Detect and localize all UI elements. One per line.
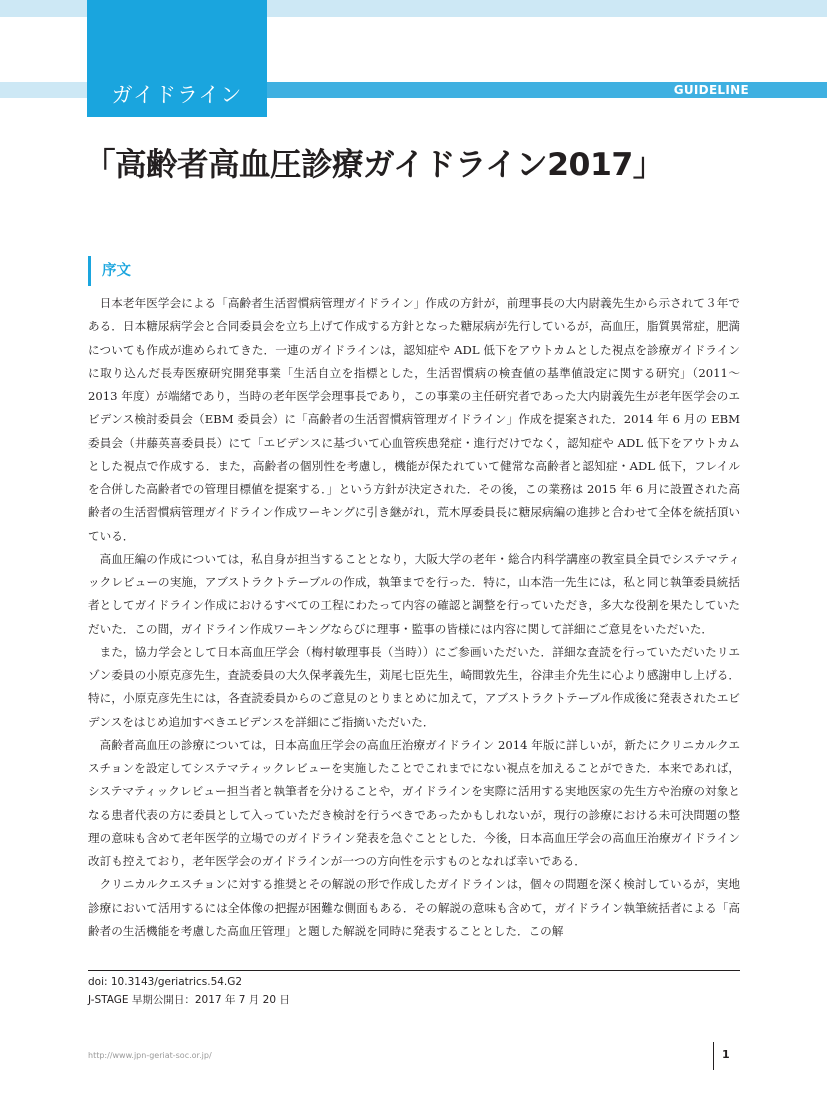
category-label-en: GUIDELINE [673, 83, 749, 97]
page-number-divider [713, 1042, 714, 1070]
page-number: 1 [722, 1048, 730, 1061]
category-tab [87, 0, 267, 117]
paragraph-1: 日本老年医学会による「高齢者生活習慣病管理ガイドライン」作成の方針が，前理事長の大内尉義先生から示されて３年である．日本糖尿病学会と合同委員会を立ち上げて作成する方針となった糖尿病が先行しているが，高血圧，脂質異常症，肥満についても作成が進められてきた．一連のガイドラインは，認知症や ADL 低下をアウトカムとした視点を診療ガイドラインに取り込んだ長寿医療研究開発事業「生活自立を指標とした，生活習慣病の検査値の基準値設定に関する研究」（2011～2013 年度）が端緒であり，当時の老年医学会理事長であり，この事業の主任研究者であった大内尉義先生が老年医学会のエビデンス検討委員会（EBM 委員会）に「高齢者の生活習慣病管理ガイドライン」作成を提案された．2014 年 6 月の EBM 委員会（井藤英喜委員長）にて「エビデンスに基づいて心血管疾患発症・進行だけでなく，認知症や ADL 低下をアウトカムとした視点で作成する．また，高齢者の個別性を考慮し，機能が保たれていて健常な高齢者と認知症・ADL 低下，フレイルを合併した高齢者での管理目標値を提案する．」という方針が決定された．その後，この業務は 2015 年 6 月に設置された高齢者の生活習慣病管理ガイドライン作成ワーキングに引き継がれ，荒木厚委員長に糖尿病編の進捗と合わせて全体を統括頂いている． [88, 296, 741, 543]
category-label: ガイドライン [111, 83, 243, 107]
section-heading: 序文 [88, 256, 131, 286]
paragraph-5: クリニカルクエスチョンに対する推奨とその解説の形で作成したガイドラインは，個々の問題を深く検討しているが，実地診療において活用するには全体像の把握が困難な側面もある．その解説の意味も含めて，ガイドライン執筆統括者による「高齢者の生活機能を考慮した高血圧管理」と題した解説を同時に発表することとした．この解 [88, 877, 740, 938]
article-body [88, 292, 740, 943]
jstage-date: J-STAGE 早期公開日：2017 年 7 月 20 日 [88, 994, 290, 1006]
paragraph-3: また，協力学会として日本高血圧学会（梅村敏理事長（当時））にご参画いただいた．詳細な査読を行っていただいたリエゾン委員の小原克彦先生，査読委員の大久保孝義先生，苅尾七臣先生，崎間敦先生，谷津圭介先生に心より感謝申し上げる．特に，小原克彦先生には，各査読委員からのご意見のとりまとめに加えて，アブストラクトテーブル作成後に発表されたエビデンスをはじめ追加すべきエビデンスを詳細にご指摘いただいた． [88, 644, 740, 729]
paragraph-4: 高齢者高血圧の診療については，日本高血圧学会の高血圧治療ガイドライン 2014 年版に詳しいが，新たにクリニカルクエスチョンを設定してシステマティックレビューを実施したことでこれまでにない視点を加えることができた．本来であれば，システマティックレビュー担当者と執筆者を分けることや，ガイドラインを実際に活用する実地医家の先生方や治療の対象となる患者代表の方に委員として入っていただき検討を行うべきであったかもしれないが，現行の診療における未可決問題の整理の意味も含めて老年医学的立場でのガイドライン発表を急ぐこととした．今後，日本高血圧学会の高血圧治療ガイドライン改訂も控えており，老年医学会のガイドラインが一つの方向性を示すものとなれば幸いである． [88, 737, 740, 868]
page-title: 「高齢者高血圧診療ガイドライン2017」 [84, 147, 664, 183]
society-url[interactable]: http://www.jpn-geriat-soc.or.jp/ [88, 1051, 212, 1060]
paragraph-2: 高血圧編の作成については，私自身が担当することとなり，大阪大学の老年・総合内科学講座の教室員全員でシステマティックレビューの実施，アブストラクトテーブルの作成，執筆までを行った．特に，山本浩一先生には，私と同じ執筆委員統括者としてガイドライン作成におけるすべての工程にわたって内容の確認と調整を行っていただき，多大な役割を果たしていただいた．この間，ガイドライン作成ワーキングならびに理事・監事の皆様には内容に関して詳細にご意見をいただいた． [88, 551, 740, 636]
footnote-divider [88, 970, 740, 971]
doi-text: doi: 10.3143/geriatrics.54.G2 [88, 976, 243, 988]
